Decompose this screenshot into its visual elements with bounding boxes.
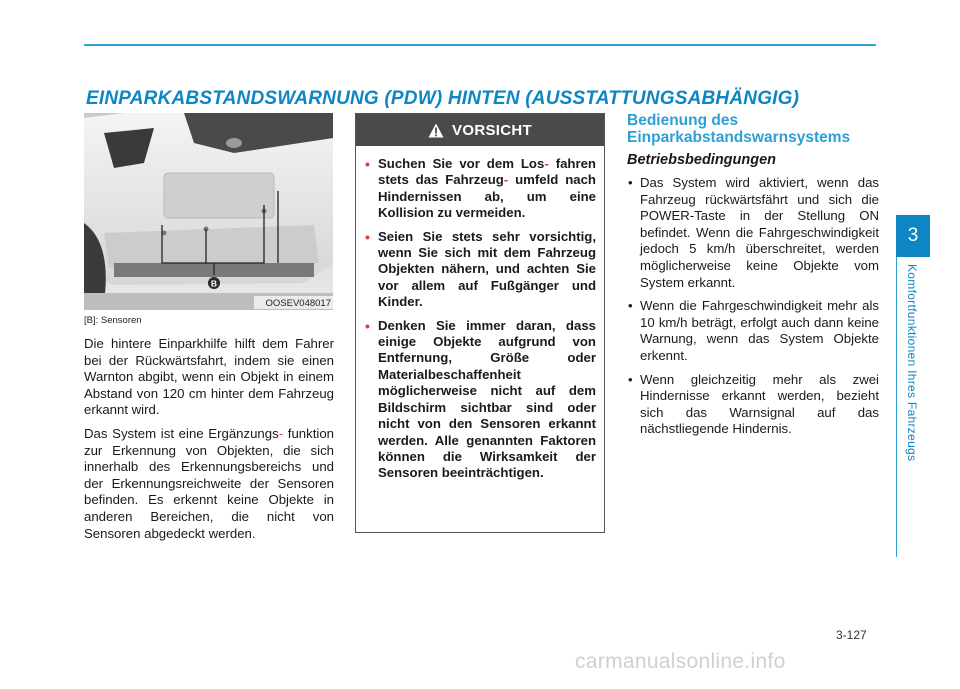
side-rule — [896, 257, 897, 557]
sensor-marker: B — [210, 278, 218, 289]
caution-item: • Seien Sie stets sehr vorsichtig, wenn Sie sich mit dem Fahrzeug Objekten nähern, und achten Sie vor allem auf Fußgänger und Kinder. — [378, 229, 596, 311]
photo-caption: [B]: Sensoren — [84, 315, 142, 326]
warning-triangle-icon — [428, 123, 444, 138]
top-rule — [84, 44, 876, 46]
condition-item: • Das System wird aktiviert, wenn das Fahrzeug rückwärtsfährt und sich die POWER-Taste in der Stellung ON befindet. Wenn die Fahrgeschwindigkeit jedoch 5 km/h überschreitet, werden möglicherweise keine Objekte vom System erkannt. — [627, 175, 879, 291]
intro-paragraph: Die hintere Einparkhilfe hilft dem Fahrer bei der Rückwärtsfahrt, indem sie einen Warnton abgibt, wenn ein Objekt in einem Abstand von 120 cm hinter dem Fahrzeug erkannt wird. — [84, 336, 334, 418]
left-column — [84, 336, 334, 549]
section-title: EINPARKABSTANDSWARNUNG (PDW) HINTEN (AUSSTATTUNGSABHÄNGIG) — [86, 88, 800, 109]
condition-item: • Wenn gleichzeitig mehr als zwei Hindernisse erkannt werden, bezieht sich das Warnsignal auf das nächstliegende Hindernis. — [627, 372, 879, 438]
caution-item: • Suchen Sie vor dem Los- fahren stets das Fahrzeug- umfeld nach Hindernissen ab, um eine Kollision zu vermeiden. — [378, 156, 596, 222]
operation-heading: Bedienung des Einparkabstandswarnsystems — [627, 112, 851, 146]
chapter-label: Komfortfunktionen Ihres Fahrzeugs — [905, 264, 919, 462]
conditions-list — [627, 175, 879, 445]
caution-header — [356, 114, 604, 146]
chapter-tab: 3 — [896, 215, 930, 257]
watermark: carmanualsonline.info — [575, 650, 786, 673]
system-paragraph: Das System ist eine Ergänzungs- funktion zur Erkennung von Objekten, die sich innerhalb des Erkennungsbereichs und der Erkennungsreichweite der Sensoren befinden. Es erkennt keine Objekte in anderen Bereichen, die nicht von Sensoren abgedeckt werden. — [84, 425, 334, 541]
operating-conditions-subheading: Betriebsbedingungen — [627, 152, 777, 168]
caution-list — [356, 146, 604, 482]
condition-item: • Wenn die Fahrgeschwindigkeit mehr als 10 km/h beträgt, erfolgt auch dann keine Warnung, wenn das System Objekte erkennt. — [627, 298, 879, 364]
photo-code: OOSEV048017 — [265, 298, 331, 309]
caution-item: • Denken Sie immer daran, dass einige Objekte aufgrund von Entfernung, Größe oder Materialbeschaffenheit möglicherweise nicht auf dem Bildschirm sichtbar sind oder nicht von den Sensoren erkannt werden. Alle genannten Faktoren können die Wirksamkeit der Sensoren beeinträchtigen. — [378, 318, 596, 482]
caution-label: VORSICHT — [452, 121, 532, 139]
vehicle-rear-photo — [84, 113, 333, 310]
page-number: 3-127 — [836, 628, 867, 642]
caution-box — [355, 113, 605, 533]
